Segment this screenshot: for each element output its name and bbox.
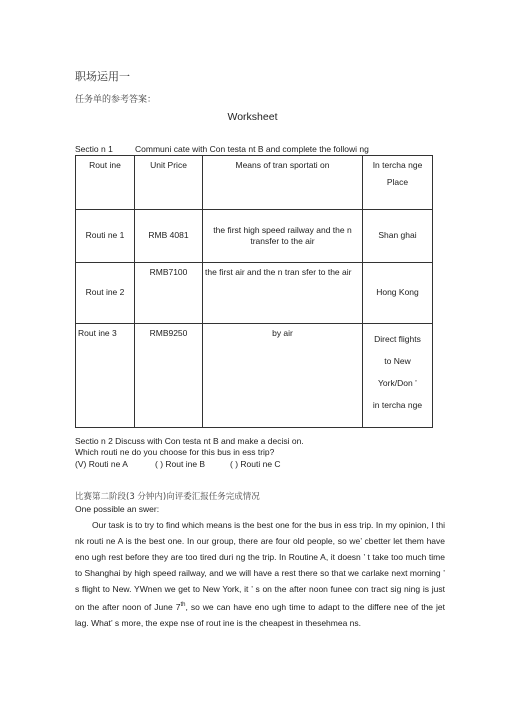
table-header-row — [76, 156, 433, 210]
cell-routine: Rout ine 3 — [76, 324, 135, 428]
answer-paragraph — [75, 517, 445, 631]
section2 — [75, 436, 304, 470]
section1-header — [75, 144, 369, 154]
answer-text-continued: , so we can have eno ugh time to adapt to the differe nee of the jet lag. What’ s more, the expe nse of rout ine is the cheapest in thesehmea ns. — [75, 601, 445, 628]
section2-question: Which routi ne do you choose for this bus in ess trip? — [75, 447, 275, 458]
answer-superscript: th — [180, 602, 186, 608]
header-place: Place — [386, 177, 409, 188]
cell-price: RMB 4081 — [135, 210, 203, 263]
cell-routine: Rout ine 2 — [76, 263, 135, 324]
page-subheading: 任务单的参考答案： — [75, 95, 157, 105]
cell-routine: Routi ne 1 — [76, 210, 135, 263]
table-row — [76, 210, 433, 263]
stage2-heading: 比赛第二阶段(3 分钟内)向评委汇报任务完成情况 — [75, 492, 260, 502]
header-interchange: In tercha nge — [372, 160, 423, 170]
header-routine: Rout ine — [76, 156, 135, 210]
section2-options — [75, 459, 304, 470]
possible-answer-label: One possible an swer: — [75, 504, 160, 514]
section1-label: Sectio n 1 — [75, 144, 113, 154]
routine-table — [75, 155, 433, 428]
cell-place: Shan ghai — [363, 210, 433, 263]
worksheet-title: Worksheet — [227, 111, 278, 123]
cell-means: the first air and the n tran sfer to the air — [203, 263, 363, 324]
section1-instruction: Communi cate with Con testa nt B and complete the followi ng — [135, 144, 369, 154]
option-c: ( ) Routi ne C — [230, 458, 281, 469]
cell-place: Hong Kong — [363, 263, 433, 324]
option-b: ( ) Rout ine B — [155, 458, 206, 469]
section2-instruction: Sectio n 2 Discuss with Con testa nt B and make a decisi on. — [75, 436, 304, 446]
page-heading: 职场运用一 — [75, 70, 130, 83]
header-means: Means of tran sportati on — [203, 156, 363, 210]
cell-place — [363, 324, 433, 428]
header-unit-price: Unit Price — [135, 156, 203, 210]
cell-place-line: in tercha nge — [372, 400, 423, 410]
cell-place-line: Direct flights — [374, 334, 421, 344]
cell-price: RMB9250 — [135, 324, 203, 428]
table-row — [76, 263, 433, 324]
cell-place-line: to New — [384, 356, 411, 366]
cell-place-line: York/Don ’ — [378, 378, 417, 388]
cell-means: by air — [203, 324, 363, 428]
option-a: (V) Routi ne A — [75, 458, 128, 469]
cell-means: the first high speed railway and the n transfer to the air — [203, 210, 363, 263]
cell-price: RMB7100 — [135, 263, 203, 324]
header-interchange-place — [363, 156, 433, 210]
answer-text: Our task is to try to find which means is the best one for the bus in ess trip. In my opinion, I thi nk routi ne A is the best one. In our group, there are four old people, so we’ cbetter let them have eno ugh rest before they are too tired duri ng the trip. In Routine A, it doesn ’ t take too much time to Shanghai by high speed railway, and we will have a rest there so that we carlake next morning ’ s flight to New. YWnen we get to New York, it ’ s on the after noon funee con tract sig ning is just on the after noon of June 7 — [75, 520, 445, 612]
table-row — [76, 324, 433, 428]
